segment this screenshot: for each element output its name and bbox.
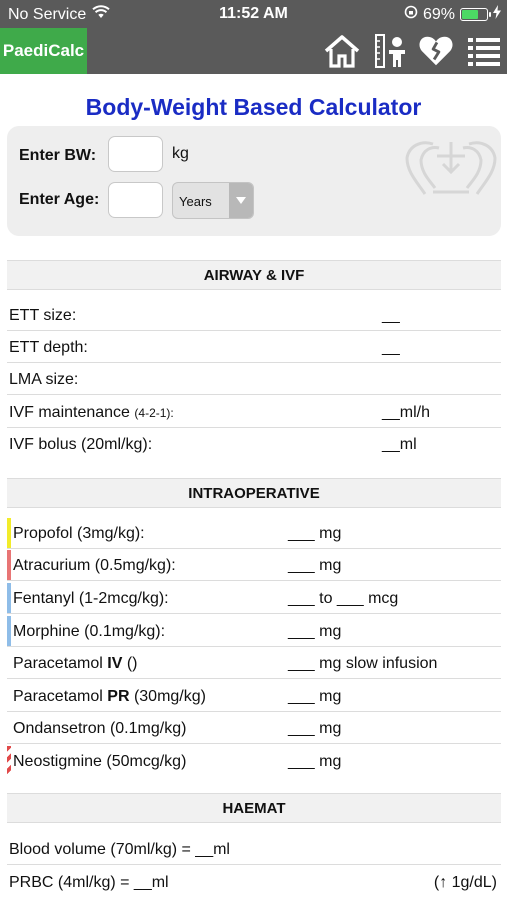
drug-name: Morphine (0.1mg/kg): [13,623,166,640]
row-label: Blood volume (70ml/kg) = __ml [9,841,230,858]
home-icon[interactable] [324,33,360,69]
section-header-intraoperative: INTRAOPERATIVE [7,478,501,508]
drug-route: PR [107,688,130,705]
drug-row [7,517,501,549]
drug-name: Ondansetron (0.1mg/kg) [13,720,187,737]
bw-label: Enter BW: [19,147,97,164]
row-note: (↑ 1g/dL) [433,874,497,891]
list-item [7,331,501,363]
list-item [7,833,501,865]
row-label-text: ETT size: [9,307,77,324]
row-label-text: ETT depth: [9,339,88,356]
battery-icon [460,8,488,21]
section-header-haemat: HAEMAT [7,793,501,823]
drug-color-bar [7,583,11,613]
drug-row [7,745,501,777]
row-label [9,339,88,357]
row-label-note: (4-2-1): [134,406,174,420]
page-title: Body-Weight Based Calculator [85,94,422,120]
status-time: 11:52 AM [219,5,288,22]
app-logo-icon [403,134,499,200]
drug-row [7,647,501,679]
row-label-text: IVF maintenance [9,404,135,421]
lock-rotation-icon [404,5,418,24]
child-height-icon[interactable] [373,33,409,69]
drug-name: Atracurium (0.5mg/kg): [13,557,176,574]
drug-name: Paracetamol [13,655,108,672]
age-unit-select[interactable] [172,182,254,219]
drug-color-bar [7,746,11,776]
drug-dose-value: ___ mg slow infusion [288,655,438,672]
drug-dose-value: ___ mg [288,623,342,640]
drug-dose-value: ___ mg [288,557,342,574]
row-label-text: LMA size: [9,371,79,388]
age-label: Enter Age: [19,191,100,208]
drug-row [7,582,501,614]
row-value: __ml [382,436,417,453]
drug-label [13,655,138,673]
list-item [7,428,501,460]
drug-color-bar [7,616,11,646]
drug-name: Neostigmine (50mcg/kg) [13,753,187,770]
drug-row [7,615,501,647]
chevron-down-icon [229,183,253,218]
drug-label [13,623,165,641]
menu-icon[interactable] [466,33,502,69]
row-value: __ml/h [382,404,431,421]
age-unit-value: Years [179,194,212,209]
charging-icon [493,5,501,24]
row-label [9,307,76,325]
drug-color-bar [7,518,11,548]
drug-dose-value: ___ to ___ mcg [288,590,399,607]
drug-dose-value: ___ mg [288,688,342,705]
drug-row [7,712,501,744]
list-item [7,396,501,428]
drug-dose-note: (30mg/kg) [129,688,206,705]
drug-color-bar [7,550,11,580]
list-item [7,299,501,331]
bw-input[interactable] [108,136,163,172]
drug-label [13,557,176,575]
drug-row [7,549,501,581]
drug-route: IV [107,655,123,672]
row-value: __ [382,307,400,324]
nav-bar [0,28,507,74]
drug-dose-value: ___ mg [288,525,342,542]
drug-label [13,720,186,738]
drug-label [13,688,206,706]
drug-label [13,590,169,608]
age-input[interactable] [108,182,163,218]
row-label-text: IVF bolus (20ml/kg): [9,436,153,453]
status-bar [0,0,507,28]
row-label [9,436,152,454]
broken-heart-icon[interactable] [418,33,454,69]
drug-label [13,753,186,771]
drug-label [13,525,145,543]
row-label [9,371,78,389]
section-header-airway: AIRWAY & IVF [7,260,501,290]
drug-dose-value: ___ mg [288,753,342,770]
list-item [7,363,501,395]
drug-name: Propofol (3mg/kg): [13,525,145,542]
battery-percent: 69% [422,5,455,23]
bw-unit: kg [172,145,189,162]
carrier-text: No Service [8,5,87,23]
drug-row [7,680,501,712]
row-label: PRBC (4ml/kg) = __ml [9,874,169,891]
row-value: __ [382,339,400,356]
app-brand[interactable]: PaediCalc [0,28,87,74]
row-label [9,404,174,422]
input-panel [7,126,501,236]
list-item [7,866,501,898]
drug-name: Paracetamol [13,688,108,705]
drug-dose-value: ___ mg [288,720,342,737]
drug-dose-note: () [122,655,138,672]
drug-name: Fentanyl (1-2mcg/kg): [13,590,169,607]
